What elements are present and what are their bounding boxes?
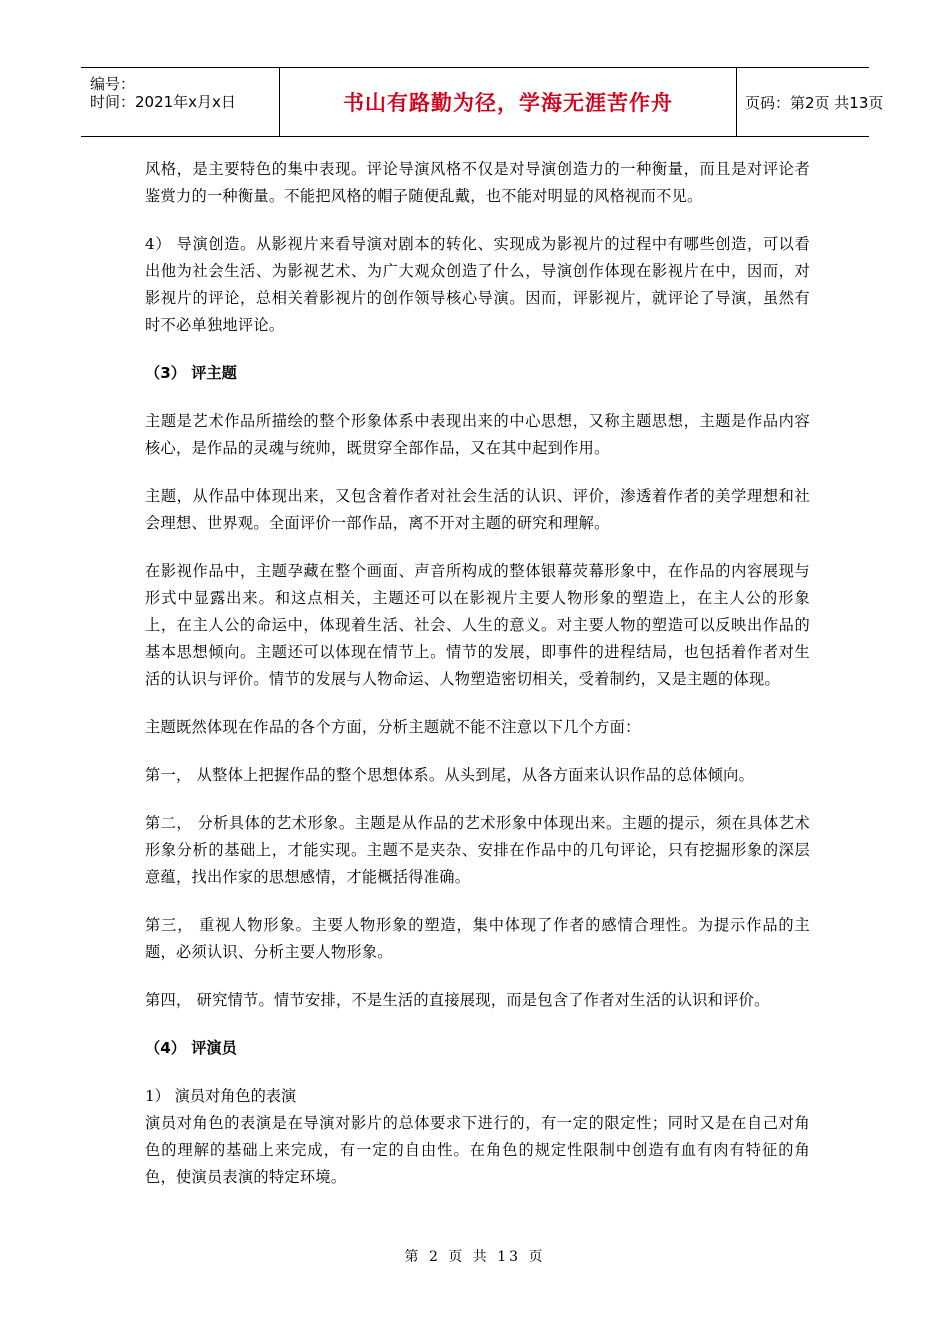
paragraph-actor-performance: 演员对角色的表演是在导演对影片的总体要求下进行的，有一定的限定性；同时又是在自己对角色的理解的基础上来完成，有一定的自由性。在角色的规定性限制中创造有血有肉有特征的角色，使演员表演的特定环境。 [145,1114,810,1186]
paragraph-point-three: 第三， 重视人物形象。主要人物形象的塑造，集中体现了作者的感情合理性。为提示作品的主题，必须认识、分析主要人物形象。 [145,916,810,961]
paragraph-theme-definition: 主题是艺术作品所描绘的整个形象体系中表现出来的中心思想，又称主题思想，主题是作品内容核心，是作品的灵魂与统帅，既贯穿全部作品，又在其中起到作用。 [145,412,810,457]
header-meta-cell [81,68,280,136]
header-slogan: 书山有路勤为径，学海无涯苦作舟 [343,91,673,115]
page-header [81,67,884,137]
paragraph-director-creation: 4） 导演创造。从影视片来看导演对剧本的转化、实现成为影视片的过程中有哪些创造，可以看出他为社会生活、为影视艺术、为广大观众创造了什么，导演创作体现在影视片在中，因而，对影视片的评论，总相关着影视片的创作领导核心导演。因而，评影视片，就评论了导演，虽然有时不必单独地评论。 [145,235,810,334]
section-heading-theme: （3） 评主题 [145,364,237,382]
header-page-info: 页码：第2页 共13页 [745,93,884,112]
subheading-actor-performance: 1） 演员对角色的表演 [145,1087,297,1105]
paragraph-point-four: 第四， 研究情节。情节安排，不是生活的直接展现，而是包含了作者对生活的认识和评价。 [145,991,770,1009]
paragraph-theme-aspects: 主题既然体现在作品的各个方面，分析主题就不能不注意以下几个方面： [145,718,641,736]
header-slogan-cell [280,68,737,136]
page-footer: 第 2 页 共 13 页 [404,1249,546,1265]
document-date-label: 时间：2021年x月x日 [90,93,236,111]
paragraph-style: 风格，是主要特色的集中表现。评论导演风格不仅是对导演创造力的一种衡量，而且是对评论者鉴赏力的一种衡量。不能把风格的帽子随便乱戴，也不能对明显的风格视而不见。 [145,160,810,205]
paragraph-point-one: 第一， 从整体上把握作品的整个思想体系。从头到尾，从各方面来认识作品的总体倾向。 [145,766,755,784]
section-heading-actors: （4） 评演员 [145,1039,237,1057]
header-page-cell [737,68,884,136]
document-body [145,156,810,1191]
paragraph-theme-in-film: 在影视作品中，主题孕藏在整个画面、声音所构成的整体银幕荧幕形象中，在作品的内容展现与形式中显露出来。和这点相关，主题还可以在影视片主要人物形象的塑造上，在主人公的形象上，在主人公的命运中，体现着生活、社会、人生的意义。对主要人物的塑造可以反映出作品的基本思想倾向。主题还可以体现在情节上。情节的发展，即事件的进程结局，也包括着作者对生活的认识与评价。情节的发展与人物命运、人物塑造密切相关，受着制约，又是主题的体现。 [145,562,810,688]
paragraph-theme-reflection: 主题，从作品中体现出来，又包含着作者对社会生活的认识、评价，渗透着作者的美学理想和社会理想、世界观。全面评价一部作品，离不开对主题的研究和理解。 [145,487,810,532]
paragraph-point-two: 第二， 分析具体的艺术形象。主题是从作品的艺术形象中体现出来。主题的提示，须在具体艺术形象分析的基础上，才能实现。主题不是夹杂、安排在作品中的几句评论，只有挖掘形象的深层意蕴，找出作家的思想感情，才能概括得准确。 [145,814,810,886]
document-number-label: 编号： [90,75,136,93]
